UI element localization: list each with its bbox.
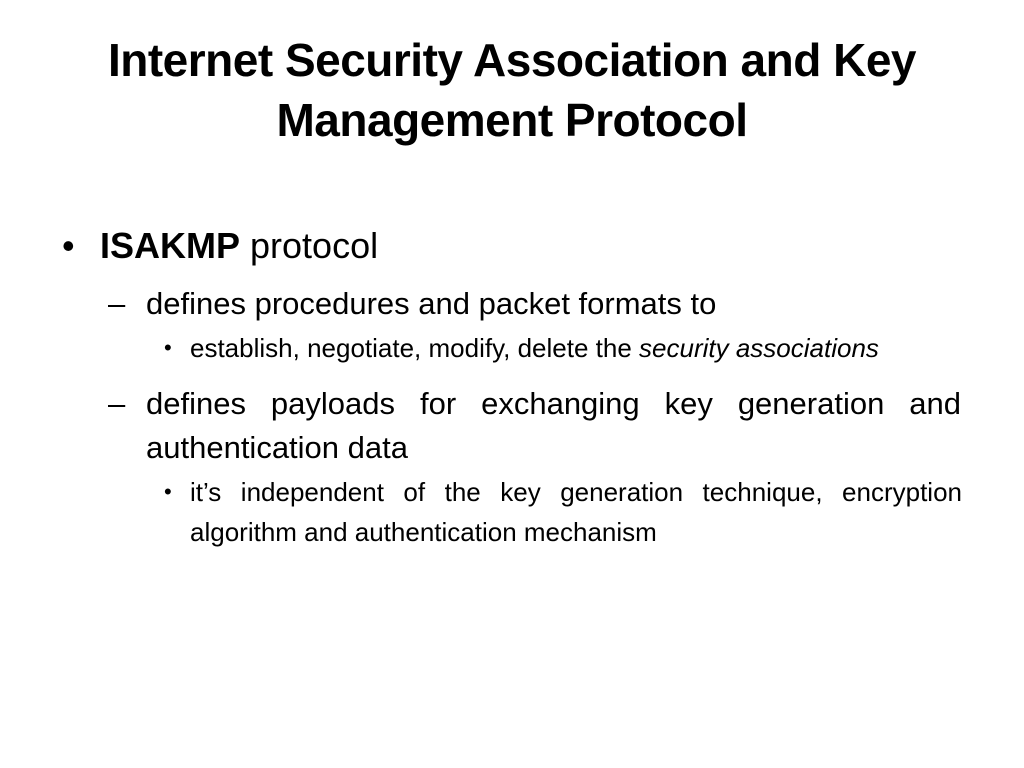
sub-bullet-text: defines procedures and packet formats to (146, 286, 717, 321)
sub-sub-bullet-establish (164, 328, 962, 368)
sub-sub-bullet-italic: security associations (639, 333, 879, 363)
sub-bullet-procedures (108, 282, 961, 326)
dash-marker: – (108, 286, 126, 321)
title-line-2: Management Protocol (276, 94, 748, 146)
sub-sub-bullet-text: it’s independent of the key generation technique, encryption algorithm and authentication mechanism (190, 477, 962, 547)
title-line-1: Internet Security Association and Key (107, 34, 917, 86)
dot-marker: • (164, 479, 172, 504)
bullet-list (62, 222, 962, 552)
sub-sub-bullet-text: establish, negotiate, modify, delete the (190, 333, 640, 363)
sub-bullet-payloads (108, 382, 961, 470)
bullet-bold-term: ISAKMP (100, 225, 241, 266)
dot-marker: • (164, 335, 172, 360)
sub-sub-bullet-independent (164, 472, 962, 552)
bullet-isakmp (62, 222, 962, 270)
slide-title (60, 30, 964, 150)
dash-marker: – (108, 386, 126, 421)
sub-bullet-text: defines payloads for exchanging key generation and authentication data (146, 386, 961, 465)
bullet-marker: • (62, 225, 75, 266)
bullet-text: protocol (240, 225, 379, 266)
